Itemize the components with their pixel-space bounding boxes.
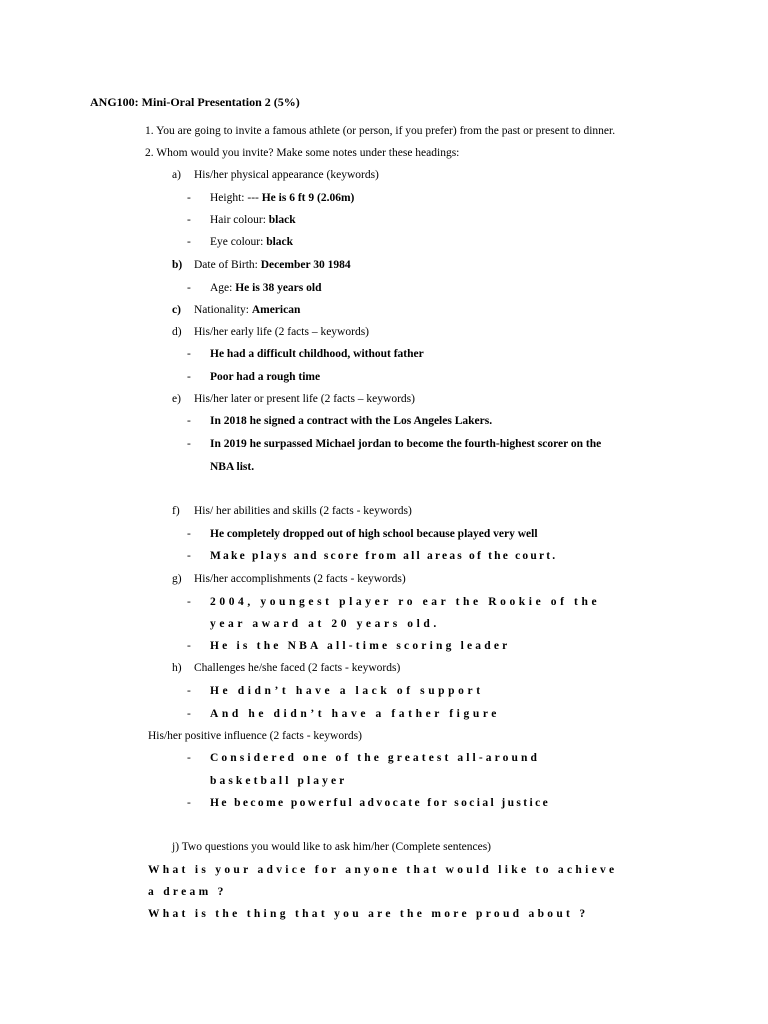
influence-item: He become powerful advocate for social justice: [210, 797, 551, 809]
accomplishments-item: 2004, youngest player ro ear the Rookie of the: [210, 596, 601, 608]
challenges-item: He didn’t have a lack of support: [210, 685, 484, 697]
bullet-dash: -: [187, 192, 191, 204]
label-f: f): [172, 505, 180, 517]
label-e: e): [172, 393, 181, 405]
age-line: [210, 281, 321, 295]
dob-label: Date of Birth:: [194, 259, 261, 271]
bullet-dash: -: [187, 550, 191, 562]
bullet-dash: -: [187, 708, 191, 720]
bullet-dash: -: [187, 236, 191, 248]
question-to-athlete: What is your advice for anyone that would like to achieve: [148, 864, 618, 876]
bullet-dash: -: [187, 438, 191, 450]
heading-early-life: His/her early life (2 facts – keywords): [194, 326, 369, 338]
label-h: h): [172, 662, 182, 674]
later-life-item: In 2019 he surpassed Michael jordan to become the fourth-highest scorer on the: [210, 438, 602, 450]
bullet-dash: -: [187, 282, 191, 294]
nationality-line: [194, 303, 300, 317]
accomplishments-item: He is the NBA all-time scoring leader: [210, 640, 511, 652]
heading-abilities: His/ her abilities and skills (2 facts - keywords): [194, 505, 412, 517]
question-2: 2. Whom would you invite? Make some notes under these headings:: [145, 147, 460, 159]
early-life-item: He had a difficult childhood, without father: [210, 348, 424, 360]
eye-value: black: [266, 236, 294, 248]
later-life-item-continued: NBA list.: [210, 461, 255, 473]
challenges-item: And he didn’t have a father figure: [210, 708, 501, 720]
bullet-dash: -: [187, 752, 191, 764]
age-value: He is 38 years old: [235, 282, 322, 294]
label-a: a): [172, 169, 181, 181]
dob-value: December 30 1984: [260, 259, 351, 271]
later-life-item: In 2018 he signed a contract with the Los Angeles Lakers.: [210, 415, 493, 427]
early-life-item: Poor had a rough time: [210, 371, 321, 383]
bullet-dash: -: [187, 348, 191, 360]
accomplishments-item-continued: year award at 20 years old.: [210, 618, 440, 630]
question-1: 1. You are going to invite a famous athlete (or person, if you prefer) from the past or present to dinner.: [145, 125, 616, 137]
nationality-label: Nationality:: [194, 304, 252, 316]
bullet-dash: -: [187, 596, 191, 608]
bullet-dash: -: [187, 415, 191, 427]
heading-physical-appearance: His/her physical appearance (keywords): [194, 169, 379, 181]
heading-positive-influence: His/her positive influence (2 facts - keywords): [148, 730, 362, 742]
height-value: He is 6 ft 9 (2.06m): [261, 192, 355, 204]
age-label: Age:: [210, 282, 236, 294]
nationality-value: American: [251, 304, 301, 316]
bullet-dash: -: [187, 371, 191, 383]
bullet-dash: -: [187, 528, 191, 540]
label-c: c): [172, 304, 181, 316]
document-title: ANG100: Mini-Oral Presentation 2 (5%): [90, 95, 300, 109]
dob-line: [194, 258, 351, 272]
influence-item: Considered one of the greatest all-around: [210, 752, 540, 764]
bullet-dash: -: [187, 640, 191, 652]
heading-later-life: His/her later or present life (2 facts – keywords): [194, 393, 415, 405]
label-d: d): [172, 326, 182, 338]
heading-accomplishments: His/her accomplishments (2 facts - keywords): [194, 573, 406, 585]
question-to-athlete-continued: a dream ?: [148, 886, 227, 898]
question-to-athlete: What is the thing that you are the more proud about ?: [148, 908, 589, 920]
bullet-dash: -: [187, 214, 191, 226]
height-label: Height: ---: [210, 192, 262, 204]
abilities-item: Make plays and score from all areas of the court.: [210, 550, 558, 562]
bullet-dash: -: [187, 685, 191, 697]
abilities-item: He completely dropped out of high school because played very well: [210, 528, 538, 540]
heading-questions: j) Two questions you would like to ask him/her (Complete sentences): [172, 841, 492, 853]
influence-item-continued: basketball player: [210, 775, 348, 787]
label-b: b): [172, 259, 183, 271]
label-g: g): [172, 573, 182, 585]
hair-label: Hair colour:: [210, 214, 269, 226]
eye-label: Eye colour:: [210, 236, 267, 248]
bullet-dash: -: [187, 797, 191, 809]
eye-line: [210, 235, 293, 249]
hair-value: black: [268, 214, 296, 226]
hair-line: [210, 213, 296, 227]
height-line: [210, 191, 354, 205]
heading-challenges: Challenges he/she faced (2 facts - keywords): [194, 662, 401, 674]
